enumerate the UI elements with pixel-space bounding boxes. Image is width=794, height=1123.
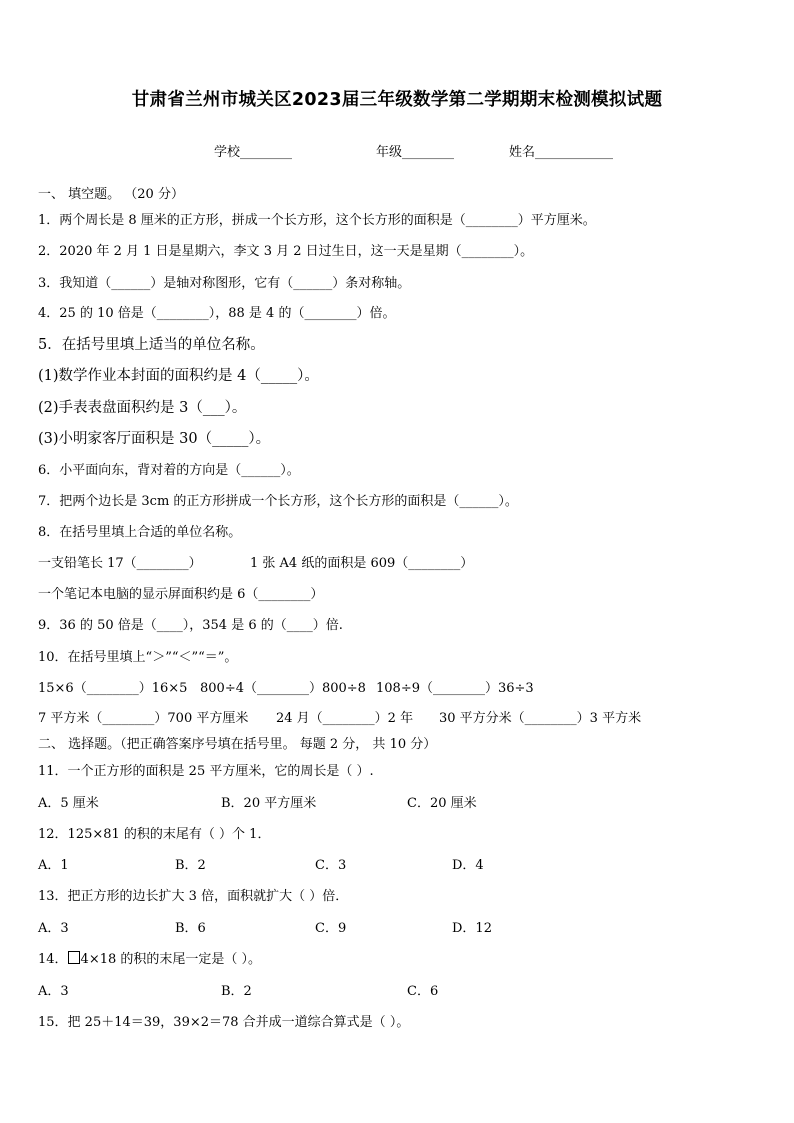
question-10-compare-5: 24 月（________）2 年: [276, 711, 414, 726]
question-14-number: 14．: [38, 952, 68, 967]
question-14: [38, 948, 261, 967]
question-9: 9．36 的 50 倍是（____），354 是 6 的（____）倍.: [38, 618, 343, 633]
question-12-option-b: B．2: [175, 858, 206, 873]
question-8-item-c: 一个笔记本电脑的显示屏面积约是 6（________）: [38, 587, 324, 602]
question-11-option-a: A．5 厘米: [38, 796, 99, 811]
question-10-compare-6: 30 平方分米（________）3 平方米: [439, 711, 642, 726]
question-11: 11．一个正方形的面积是 25 平方厘米，它的周长是（ ）.: [38, 764, 374, 779]
name-field: 姓名____________: [509, 145, 614, 160]
question-13: 13．把正方形的边长扩大 3 倍，面积就扩大（ ）倍．: [38, 889, 349, 904]
question-14-option-b: B．2: [221, 984, 252, 999]
question-11-option-b: B．20 平方厘米: [221, 796, 317, 811]
question-15: 15．把 25＋14＝39，39×2＝78 合并成一道综合算式是（ ）。: [38, 1015, 410, 1030]
question-12-option-c: C．3: [315, 858, 347, 873]
question-8-item-b: 1 张 A4 纸的面积是 609（________）: [250, 556, 474, 571]
question-10: 10．在括号里填上“＞”“＜”“＝”。: [38, 650, 238, 665]
question-13-option-c: C．9: [315, 921, 347, 936]
question-13-option-d: D．12: [452, 921, 492, 936]
question-10-compare-2: 800÷4（________）800÷8: [200, 681, 366, 696]
section-heading-choice: 二、 选择题。（把正确答案序号填在括号里。 每题 2 分， 共 10 分）: [38, 737, 437, 752]
question-12: 12．125×81 的积的末尾有（ ）个 1．: [38, 827, 271, 842]
school-field: 学校________: [214, 145, 293, 160]
question-5-part-3: (3)小明家客厅面积是 30（_____）。: [38, 431, 271, 447]
page-title: 甘肃省兰州市城关区2023届三年级数学第二学期期末检测模拟试题: [131, 90, 663, 110]
question-14-text: 4×18 的积的末尾一定是（ ）。: [80, 952, 262, 967]
section-heading-fill-in: 一、 填空题。 （20 分）: [38, 187, 184, 202]
question-12-option-a: A．1: [38, 858, 69, 873]
question-8: 8．在括号里填上合适的单位名称。: [38, 525, 242, 540]
question-7: 7．把两个边长是 3cm 的正方形拼成一个长方形，这个长方形的面积是（______）。: [38, 494, 518, 509]
question-10-compare-3: 108÷9（________）36÷3: [376, 681, 534, 696]
question-14-option-a: A．3: [38, 984, 69, 999]
grade-field: 年级________: [376, 145, 455, 160]
question-3: 3．我知道（______）是轴对称图形，它有（______）条对称轴。: [38, 276, 411, 291]
question-1: 1．两个周长是 8 厘米的正方形，拼成一个长方形，这个长方形的面积是（________）平方厘米。: [38, 213, 596, 228]
blank-box-icon: [68, 951, 80, 964]
question-8-item-a: 一支铅笔长 17（________）: [38, 556, 202, 571]
question-6: 6．小平面向东，背对着的方向是（______）。: [38, 463, 300, 478]
question-5: 5．在括号里填上适当的单位名称。: [38, 337, 265, 353]
question-11-option-c: C．20 厘米: [407, 796, 477, 811]
question-13-option-a: A．3: [38, 921, 69, 936]
question-5-part-2: (2)手表表盘面积约是 3（___）。: [38, 400, 247, 416]
question-10-compare-1: 15×6（________）16×5: [38, 681, 188, 696]
question-5-part-1: (1)数学作业本封面的面积约是 4（_____）。: [38, 368, 319, 384]
question-4: 4．25 的 10 倍是（________），88 是 4 的（________）倍。: [38, 306, 396, 321]
question-10-compare-4: 7 平方米（________）700 平方厘米: [38, 711, 249, 726]
question-14-option-c: C．6: [407, 984, 439, 999]
question-13-option-b: B．6: [175, 921, 206, 936]
question-2: 2．2020 年 2 月 1 日是星期六，李文 3 月 2 日过生日，这一天是星期（________）。: [38, 244, 534, 259]
question-12-option-d: D．4: [452, 858, 484, 873]
